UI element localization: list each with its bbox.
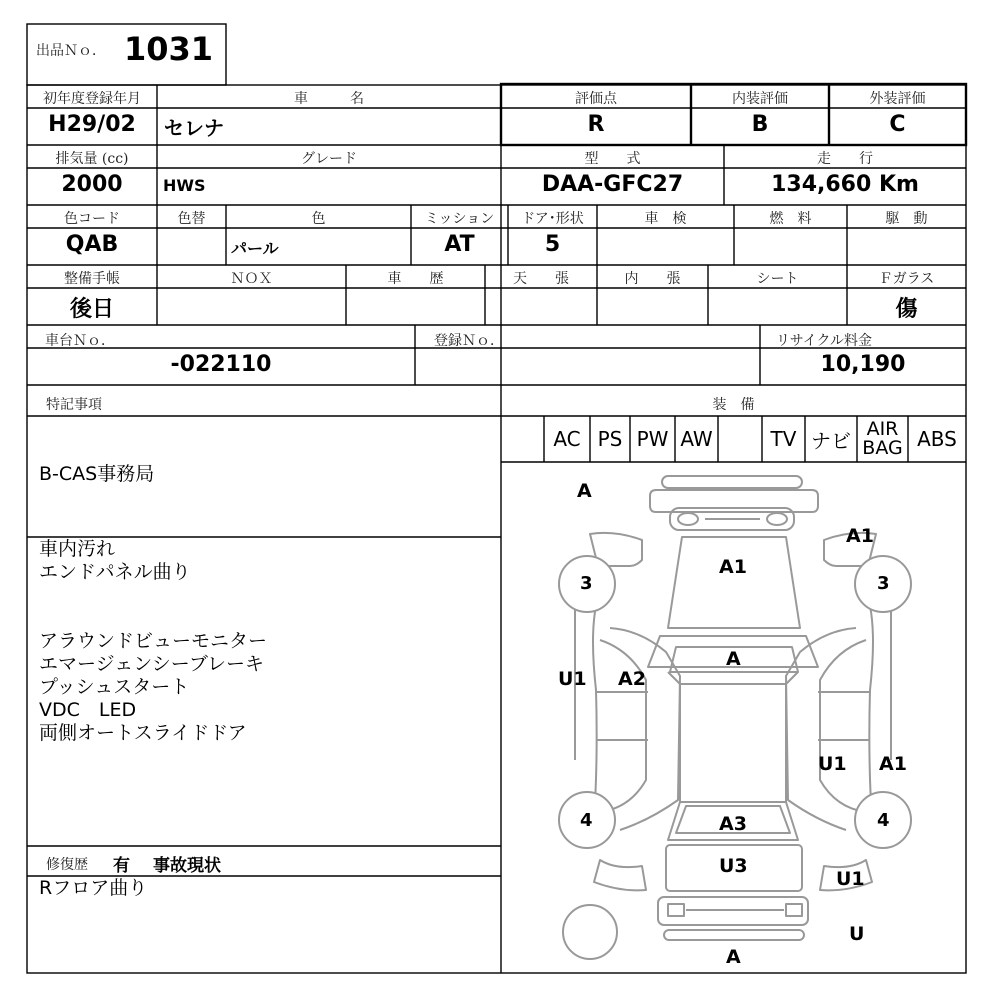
ceiling-label: 天 張 (513, 271, 569, 287)
shaken-label: 車 検 (644, 211, 687, 227)
equipment-item-pw: PW (636, 427, 669, 451)
damage-mark-hood: A1 (719, 556, 747, 578)
damage-mark-right-rear-quarter: U1 (836, 868, 865, 890)
damage-mark-rear-right: U (849, 923, 865, 945)
remarks-label: 特記事項 (46, 397, 102, 413)
remarks-block-1: B-CAS事務局 (39, 463, 155, 485)
first-registration: H29/02 (48, 112, 136, 137)
repair-history-value: 有 (113, 856, 130, 876)
lot-number-label: 出品Ｎｏ． (36, 43, 106, 59)
repair-history-label: 修復歴 (46, 857, 88, 873)
damage-mark-left-front-wheel: 3 (580, 573, 593, 594)
exterior-grade: C (889, 112, 906, 137)
grade-label: グレード (301, 151, 357, 167)
first-registration-label: 初年度登録年月 (43, 91, 141, 107)
equipment-item-ps: PS (597, 427, 623, 451)
registration-number-label: 登録Ｎｏ． (434, 333, 504, 349)
color: パール (231, 239, 279, 258)
grade: HWS (163, 176, 206, 195)
equipment-item-navi: ナビ (811, 428, 851, 453)
maintenance-record-label: 整備手帳 (64, 271, 120, 287)
equipment-item-aw: AW (680, 427, 713, 451)
equipment-item-ac: AC (553, 427, 581, 451)
chassis-number-label: 車台Ｎｏ． (45, 333, 115, 349)
damage-mark-back-door: U3 (719, 855, 748, 877)
damage-mark-right-front-wheel: 3 (877, 573, 890, 594)
model-label: 型 式 (584, 151, 641, 167)
equipment-item-tv: TV (770, 427, 797, 451)
interior-grade: B (751, 112, 769, 137)
car-history-label: 車 歴 (387, 271, 444, 287)
seat-label: シート (756, 271, 799, 287)
car-name-label: 車 名 (294, 91, 364, 107)
door-shape: 5 (544, 232, 561, 257)
recycle-fee: 10,190 (820, 352, 906, 377)
door-shape-label: ドア･形状 (521, 211, 584, 227)
damage-mark-left-side: U1 (558, 668, 587, 690)
nox-label: ＮＯＸ (230, 271, 273, 287)
interior-grade-label: 内装評価 (732, 91, 788, 107)
displacement-label: 排気量 (cc) (55, 151, 129, 167)
transmission: AT (444, 232, 475, 257)
fuel-label: 燃 料 (769, 211, 812, 227)
remarks-block-2: 車内汚れ エンドパネル曲り アラウンドビューモニター エマージェンシーブレーキ プッシュスタート VDC LED 両側オートスライドドア (39, 538, 268, 744)
recycle-fee-label: リサイクル料金 (776, 333, 873, 349)
chassis-number: -022110 (170, 352, 272, 377)
damage-mark-rear-window: A3 (719, 813, 747, 835)
repair-status: 事故現状 (153, 856, 221, 876)
front-glass: 傷 (895, 297, 918, 322)
mileage-label: 走 行 (817, 151, 873, 167)
transmission-label: ミッション (424, 211, 495, 227)
color-code: QAB (65, 232, 119, 257)
equipment-item-abs: ABS (917, 427, 957, 451)
damage-mark-right-rear-wheel: 4 (877, 810, 890, 831)
repair-note: Rフロア曲り (39, 877, 148, 899)
displacement: 2000 (61, 172, 123, 197)
equipment-item-airbag: AIR BAG (862, 418, 903, 459)
damage-mark-roof-front: A (726, 648, 741, 670)
damage-mark-right-front-fender: A1 (846, 525, 874, 547)
damage-mark-front-bumper: A (577, 480, 592, 502)
front-glass-label: Ｆガラス (878, 271, 935, 287)
color-label: 色 (311, 211, 326, 227)
damage-mark-left-rear-wheel: 4 (580, 810, 593, 831)
inner-trim-label: 内 張 (624, 271, 681, 287)
damage-mark-rear-bumper: A (726, 946, 741, 968)
score-label: 評価点 (575, 91, 617, 107)
mileage: 134,660 Km (771, 172, 919, 197)
score: R (587, 112, 605, 137)
color-code-label: 色コード (64, 211, 120, 227)
damage-mark-left-door: A2 (618, 668, 646, 690)
drive-label: 駆 動 (885, 211, 928, 227)
color-change-label: 色替 (177, 211, 206, 227)
equipment-label: 装 備 (712, 397, 755, 413)
maintenance-record: 後日 (69, 297, 114, 322)
model: DAA-GFC27 (541, 172, 684, 197)
exterior-grade-label: 外装評価 (869, 91, 926, 107)
car-name: セレナ (164, 116, 224, 140)
damage-mark-right-side: A1 (879, 753, 907, 775)
damage-mark-right-door: U1 (818, 753, 847, 775)
lot-number: 1031 (124, 30, 214, 68)
